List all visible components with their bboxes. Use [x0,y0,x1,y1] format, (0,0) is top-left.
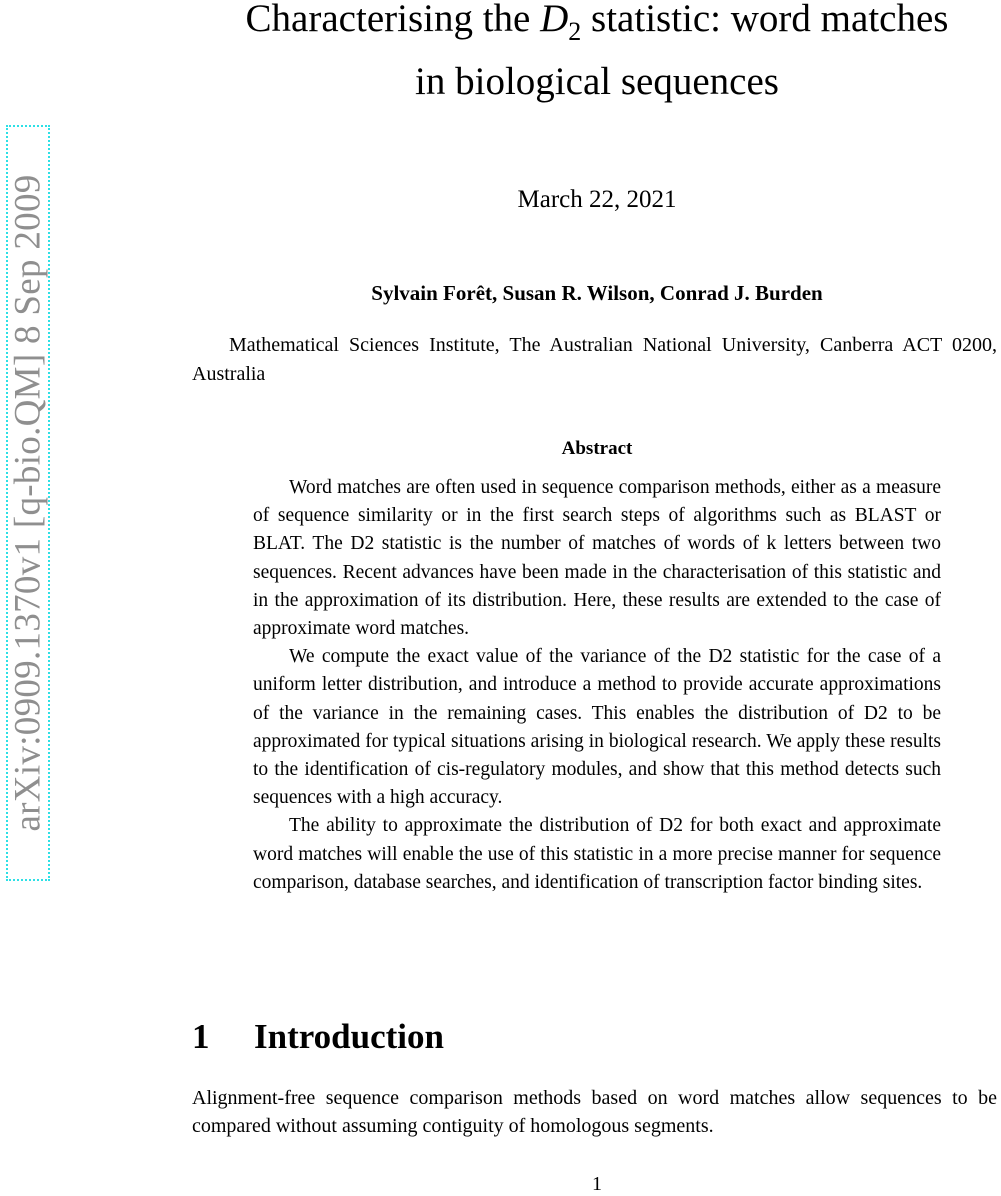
paper-title [192,0,1001,107]
section-heading-introduction [192,1017,444,1057]
abstract-paragraph: The ability to approximate the distribution of D2 for both exact and approximate word matches will enable the use of this statistic in a more precise manner for sequence comparison, database searches, and identification of transcription factor binding sites. [253,815,941,893]
arxiv-stamp [6,125,50,881]
title-line1-pre: Characterising the [245,0,541,40]
section-number: 1 [192,1017,210,1056]
abstract-heading: Abstract [561,438,633,459]
abstract-paragraph: Word matches are often used in sequence comparison methods, either as a measure of sequence similarity or in the first search steps of algorithms such as BLAST or BLAT. The D2 statistic is the number of matches of words of k letters between two sequences. Recent advances have been made in the characterisation of this statistic and in the approximation of its distribution. Here, these results are extended to the case of approximate word matches. [253,477,941,640]
page-number: 1 [592,1173,602,1195]
author-list: Sylvain Forêt, Susan R. Wilson, Conrad J. Burden [371,281,823,305]
title-line1-post: statistic: word matches [581,0,949,40]
abstract-paragraph: We compute the exact value of the variance of the D2 statistic for the case of a uniform letter distribution, and introduce a method to provide accurate approximations of the variance in the remaining cases. This enables the distribution of D2 to be approximated for typical situations arising in biological research. We apply these results to the identification of cis-regulatory modules, and show that this method detects such sequences with a high accuracy. [253,646,941,809]
paper-date: March 22, 2021 [517,186,677,213]
title-math-letter: D [540,0,569,40]
introduction-paragraph: Alignment-free sequence comparison methods based on word matches allow sequences to be compared without assuming contiguity of homologous segments. [192,1087,997,1137]
title-math-subscript: 2 [568,16,582,46]
arxiv-stamp-text: arXiv:0909.1370v1 [q-bio.QM] 8 Sep 2009 [7,174,49,832]
section-title: Introduction [254,1017,444,1056]
abstract-body [253,474,941,897]
affiliation: Mathematical Sciences Institute, The Australian National University, Canberra ACT 0200, Australia [192,334,997,385]
title-line2: in biological sequences [415,59,779,103]
